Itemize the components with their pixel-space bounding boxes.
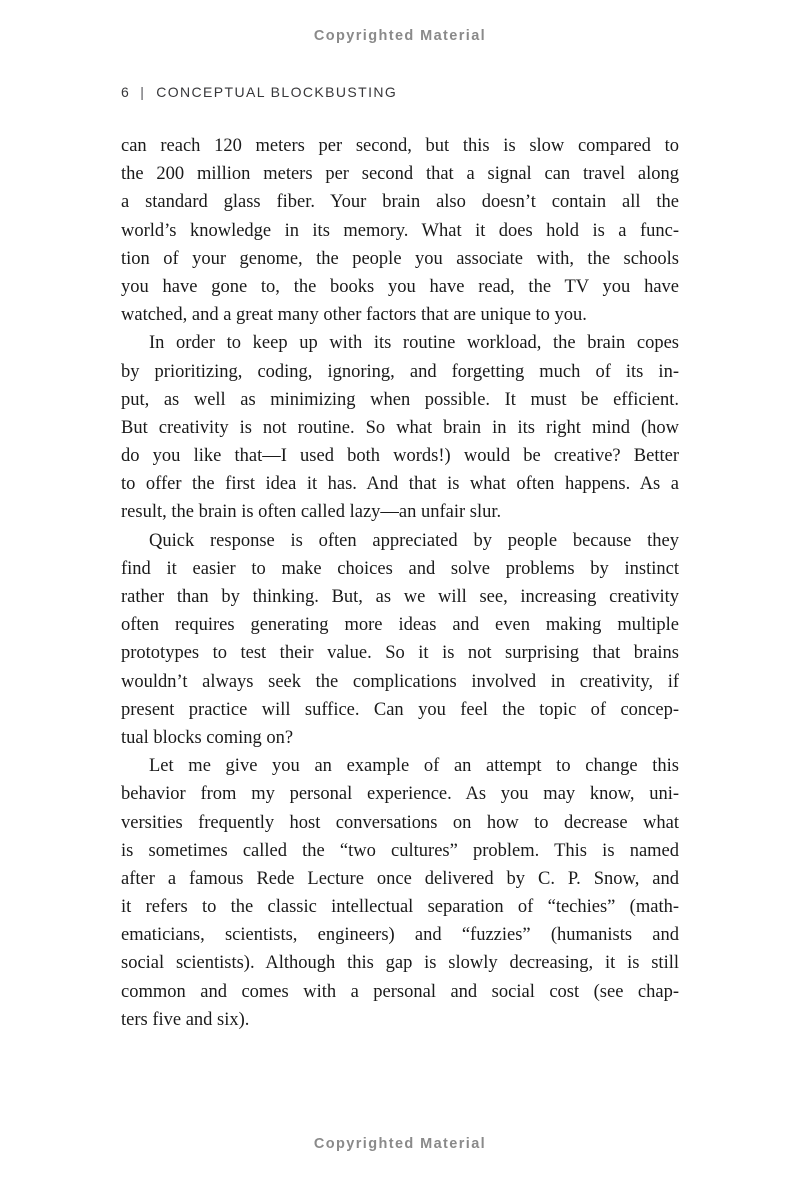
text-line: a standard glass fiber. Your brain also doesn’t contain all the bbox=[121, 192, 679, 213]
text-line: social scientists). Although this gap is slowly decreasing, it is still bbox=[121, 953, 679, 974]
text-line: often requires generating more ideas and even making multiple bbox=[121, 615, 679, 636]
text-line: But creativity is not routine. So what brain in its right mind (how bbox=[121, 417, 679, 438]
text-line: is sometimes called the “two cultures” problem. This is named bbox=[121, 840, 679, 861]
text-line: put, as well as minimizing when possible. It must be efficient. bbox=[121, 389, 679, 410]
text-line: it refers to the classic intellectual separation of “techies” (math- bbox=[121, 897, 679, 918]
text-line: versities frequently host conversations on how to decrease what bbox=[121, 812, 679, 833]
text-line: watched, and a great many other factors that are unique to you. bbox=[121, 305, 587, 326]
text-line: present practice will suffice. Can you feel the topic of concep- bbox=[121, 699, 679, 720]
body-text bbox=[121, 132, 679, 1034]
text-line: tual blocks coming on? bbox=[121, 727, 294, 748]
chapter-title: CONCEPTUAL BLOCKBUSTING bbox=[156, 84, 398, 100]
copyright-notice-top: Copyrighted Material bbox=[313, 28, 487, 44]
text-line: to offer the first idea it has. And that is what often happens. As a bbox=[121, 474, 679, 495]
text-line: can reach 120 meters per second, but this is slow compared to bbox=[121, 136, 679, 156]
text-line: common and comes with a personal and social cost (see chap- bbox=[121, 981, 679, 1002]
page-number: 6 bbox=[121, 84, 131, 100]
text-line: world’s knowledge in its memory. What it does hold is a func- bbox=[121, 220, 679, 241]
text-line: the 200 million meters per second that a signal can travel along bbox=[121, 164, 679, 185]
text-line: by prioritizing, coding, ignoring, and forgetting much of its in- bbox=[121, 361, 679, 382]
page-header bbox=[121, 84, 397, 100]
text-line: do you like that—I used both words!) would be creative? Better bbox=[121, 446, 679, 467]
text-line: ters five and six). bbox=[121, 1009, 250, 1030]
text-line: prototypes to test their value. So it is not surprising that brains bbox=[121, 643, 679, 664]
text-line: Let me give you an example of an attempt to change this bbox=[149, 756, 679, 777]
text-line: wouldn’t always seek the complications involved in creativity, if bbox=[121, 671, 679, 692]
text-line: In order to keep up with its routine workload, the brain copes bbox=[149, 333, 679, 354]
text-line: find it easier to make choices and solve problems by instinct bbox=[121, 558, 679, 579]
text-line: tion of your genome, the people you associate with, the schools bbox=[121, 248, 679, 269]
text-line: result, the brain is often called lazy—an unfair slur. bbox=[121, 502, 502, 523]
header-separator: | bbox=[140, 84, 146, 100]
text-line: after a famous Rede Lecture once delivered by C. P. Snow, and bbox=[121, 868, 679, 889]
text-line: behavior from my personal experience. As you may know, uni- bbox=[121, 784, 679, 805]
text-line: rather than by thinking. But, as we will see, increasing creativity bbox=[121, 587, 679, 607]
copyright-notice-bottom: Copyrighted Material bbox=[313, 1136, 487, 1152]
text-line: you have gone to, the books you have read, the TV you have bbox=[121, 276, 679, 297]
text-line: ematicians, scientists, engineers) and “fuzzies” (humanists and bbox=[121, 925, 679, 946]
text-line: Quick response is often appreciated by people because they bbox=[149, 530, 679, 551]
